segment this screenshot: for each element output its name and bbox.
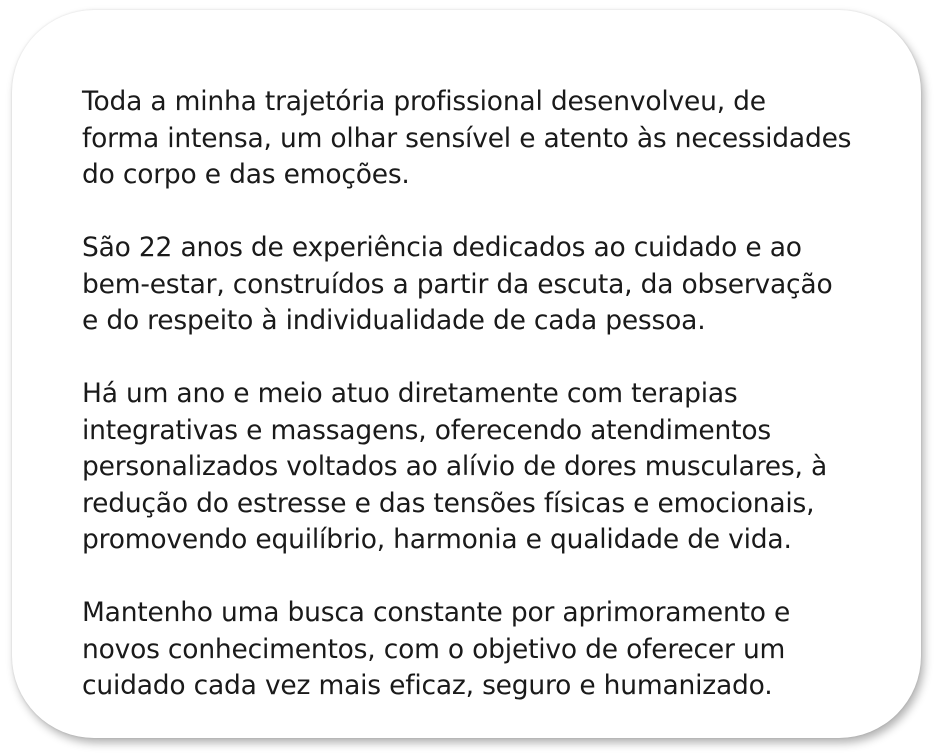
paragraph-career: Toda a minha trajetória profissional desenvolveu, de forma intensa, um olhar sensível e atento às necessidades do corpo e das emoções. bbox=[82, 86, 852, 190]
paragraph-therapies: Há um ano e meio atuo diretamente com terapias integrativas e massagens, oferecendo atendimentos personalizados voltados ao alívio de dores musculares, à redução do estresse e das tensões físicas e emocionais, promovendo equilíbrio, harmonia e qualidade de vida. bbox=[82, 378, 828, 555]
paragraph-improvement: Mantenho uma busca constante por aprimoramento e novos conhecimentos, com o objetivo de oferecer um cuidado cada vez mais eficaz, seguro e humanizado. bbox=[82, 597, 791, 701]
text-card bbox=[12, 10, 921, 738]
text-block bbox=[82, 84, 922, 705]
paragraph-experience: São 22 anos de experiência dedicados ao cuidado e ao bem-estar, construídos a partir da escuta, da observação e do respeito à individualidade de cada pessoa. bbox=[82, 232, 833, 336]
